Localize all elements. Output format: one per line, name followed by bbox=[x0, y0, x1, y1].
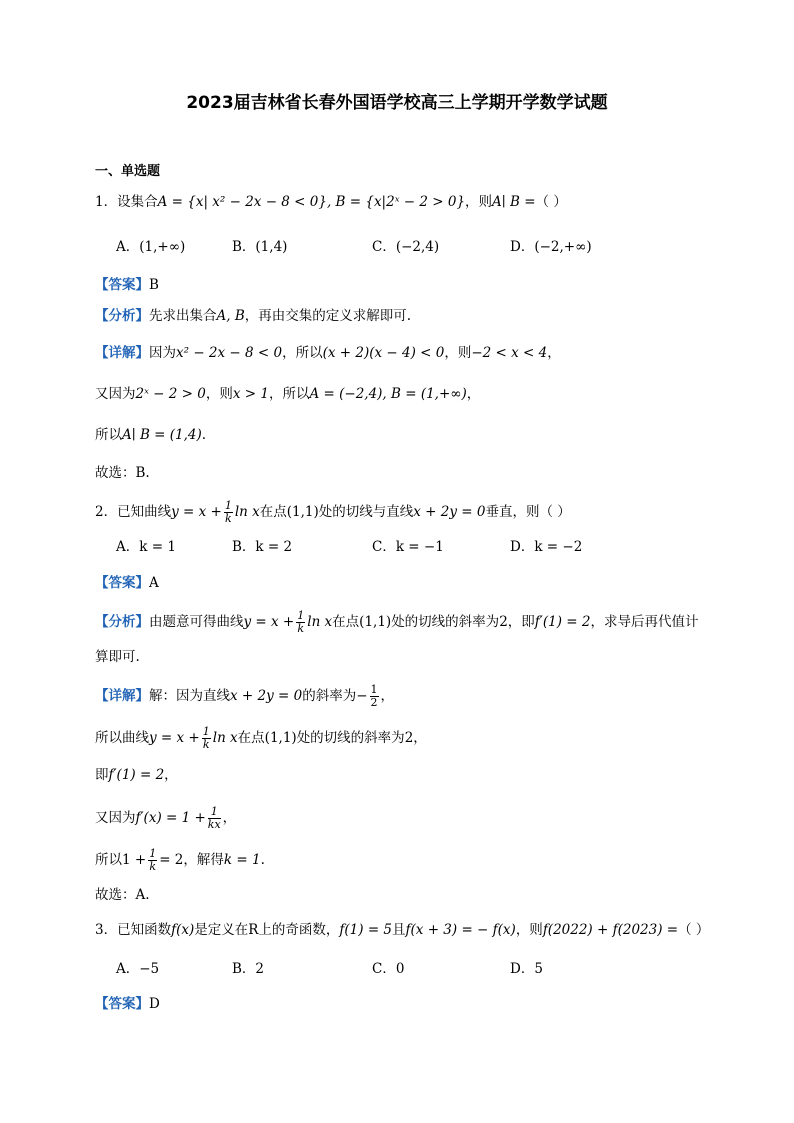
q1-analysis-math: A, B bbox=[216, 308, 245, 324]
q3-stem-math: f(x + 3) = − f(x) bbox=[405, 922, 516, 938]
q3-stem-text: ，则 bbox=[515, 922, 543, 938]
q1-expr: A∣ B = bbox=[492, 194, 536, 210]
q2-detail-math: 1 + bbox=[122, 852, 147, 868]
fraction-denominator: kx bbox=[207, 818, 221, 831]
q2-stem-math: (1,1) bbox=[286, 504, 319, 520]
q1-detail-text: ，则 bbox=[205, 386, 233, 402]
q1-stem-text: ，则 bbox=[465, 194, 493, 210]
q1-detail-line2 bbox=[95, 385, 480, 403]
q2-answer bbox=[95, 574, 159, 592]
q2-detail-text: 所以 bbox=[95, 852, 122, 868]
q3-stem-text: 是定义在 bbox=[194, 922, 249, 938]
q1-detail-text: ， bbox=[466, 386, 481, 402]
q2-detail-text: ，解得 bbox=[183, 852, 224, 868]
q2-detail-text: 所以曲线 bbox=[95, 730, 149, 746]
q2-analysis-math: ln x bbox=[307, 614, 333, 630]
q1-analysis-text: ，再由交集的定义求解即可. bbox=[244, 308, 412, 324]
q2-analysis-math: f′(1) = 2 bbox=[534, 614, 591, 630]
fraction-numerator: 1 bbox=[224, 499, 232, 512]
q2-detail-text: ， bbox=[222, 810, 237, 826]
q2-analysis-line1 bbox=[95, 610, 698, 635]
q2-stem-text: 处的切线与直线 bbox=[318, 504, 414, 520]
q2-stem-text: 垂直，则（ ） bbox=[485, 504, 571, 520]
q3-stem-math: f(1) = 5 bbox=[339, 922, 393, 938]
q1-detail-text: 所以 bbox=[95, 427, 122, 443]
q1-detail-math: (x + 2)(x − 4) < 0 bbox=[322, 345, 445, 361]
answer-tag: 【答案】 bbox=[95, 996, 149, 1012]
q2-stem-text: 2．已知曲线 bbox=[95, 504, 172, 520]
detail-tag: 【详解】 bbox=[95, 345, 149, 361]
q1-detail-line1 bbox=[95, 344, 561, 362]
q3-stem bbox=[95, 921, 709, 939]
q1-detail-math: A = (−2,4), B = (1,+∞) bbox=[309, 386, 467, 402]
fraction-denominator: 2 bbox=[370, 696, 378, 709]
q3-option-b: B．2 bbox=[232, 961, 265, 977]
q3-stem-math: f(2022) + f(2023) = bbox=[542, 922, 679, 938]
answer-tag: 【答案】 bbox=[95, 277, 149, 293]
q2-detail-math: x + 2y = 0 bbox=[230, 688, 303, 704]
q2-detail-math: (1,1) bbox=[264, 730, 297, 746]
q1-detail-math: x > 1 bbox=[232, 386, 269, 402]
q2-detail-math: f′(x) = 1 + bbox=[135, 810, 206, 826]
q2-stem bbox=[95, 500, 571, 525]
q2-stem-math: x + 2y = 0 bbox=[413, 504, 486, 520]
q2-option-a: A．k = 1 bbox=[116, 539, 176, 555]
q3-answer-value: D bbox=[149, 996, 160, 1012]
q3-stem-text: 上的奇函数， bbox=[258, 922, 340, 938]
q3-stem-text: 3．已知函数 bbox=[95, 922, 172, 938]
q2-detail-math: f′(1) = 2 bbox=[108, 767, 165, 783]
q2-detail-fraction bbox=[148, 848, 157, 873]
q2-analysis-math: y = x + bbox=[243, 614, 295, 630]
q2-stem-math: ln x bbox=[234, 504, 260, 520]
q2-detail-line4 bbox=[95, 806, 236, 831]
q1-detail-text: ，则 bbox=[444, 345, 472, 361]
q2-analysis-line2: 算即可. bbox=[95, 649, 140, 665]
q2-answer-value: A bbox=[149, 575, 159, 591]
q2-stem-text: 在点 bbox=[259, 504, 287, 520]
q2-option-c: C．k = −1 bbox=[372, 539, 444, 555]
q2-detail-fraction bbox=[208, 806, 221, 831]
q1-stem-text: 1．设集合 bbox=[95, 194, 158, 210]
q1-detail-math: x² − 2x − 8 < 0 bbox=[176, 345, 283, 361]
fraction-denominator: k bbox=[297, 622, 305, 635]
q2-stem-math: y = x + bbox=[171, 504, 222, 520]
q2-detail-line1 bbox=[95, 684, 394, 709]
q1-conclusion: 故选：B. bbox=[95, 465, 150, 481]
q1-option-a: A．(1,+∞) bbox=[116, 239, 186, 255]
q2-option-b: B．k = 2 bbox=[232, 539, 293, 555]
q1-analysis bbox=[95, 307, 411, 325]
q2-detail-text: 的斜率为 bbox=[302, 688, 357, 704]
q2-detail-math: k = 1 bbox=[223, 852, 261, 868]
q1-detail-text: 又因为 bbox=[95, 386, 136, 402]
q3-stem-text: （ ） bbox=[678, 922, 710, 938]
q2-detail-fraction bbox=[202, 726, 211, 751]
q3-answer bbox=[95, 995, 160, 1013]
analysis-tag: 【分析】 bbox=[95, 308, 149, 324]
q1-detail-text: ，所以 bbox=[268, 386, 310, 402]
q1-detail-text: ， bbox=[547, 345, 561, 361]
q1-sets: A = {x| x² − 2x − 8 < 0}, B = {x|2ˣ − 2 > 0} bbox=[157, 194, 466, 210]
q2-detail-math: ln x bbox=[212, 730, 238, 746]
fraction-numerator: 1 bbox=[208, 806, 221, 819]
q1-analysis-text: 先求出集合 bbox=[149, 308, 217, 324]
q2-detail-text: 即 bbox=[95, 767, 109, 783]
q2-conclusion: 故选：A. bbox=[95, 887, 150, 903]
q3-stem-math: R bbox=[248, 922, 259, 938]
q2-detail-line3 bbox=[95, 766, 178, 784]
fraction-denominator: k bbox=[225, 512, 232, 525]
answer-tag: 【答案】 bbox=[95, 575, 149, 591]
q2-detail-text: . bbox=[260, 852, 265, 868]
q2-detail-text: 解：因为直线 bbox=[149, 688, 230, 704]
q2-detail-math: = 2 bbox=[159, 852, 184, 868]
q1-detail-math: −2 < x < 4 bbox=[471, 345, 548, 361]
fraction-numerator: 1 bbox=[370, 683, 378, 696]
q2-analysis-text: 处的切线的斜率为 bbox=[391, 614, 500, 630]
q2-analysis-text: 在点 bbox=[332, 614, 360, 630]
q2-analysis-text: ，求导后再代值计 bbox=[590, 614, 699, 630]
q1-detail-text: . bbox=[201, 427, 207, 443]
fraction-numerator: 1 bbox=[149, 847, 157, 860]
q1-option-b: B．(1,4) bbox=[232, 239, 288, 255]
q3-option-a: A．−5 bbox=[116, 961, 160, 977]
q1-detail-text: ，所以 bbox=[282, 345, 323, 361]
q1-option-c: C．(−2,4) bbox=[372, 239, 440, 255]
q2-detail-text: 处的切线的斜率为 bbox=[296, 730, 405, 746]
q2-detail-text: ， bbox=[413, 730, 427, 746]
q1-detail-math: A∣ B = (1,4) bbox=[122, 427, 202, 443]
fraction-denominator: k bbox=[202, 738, 210, 751]
q2-detail-text: ， bbox=[164, 767, 178, 783]
q3-option-c: C．0 bbox=[372, 961, 405, 977]
q2-option-d: D．k = −2 bbox=[510, 539, 583, 555]
q2-detail-math: − bbox=[356, 688, 368, 704]
q1-paren: （ ） bbox=[535, 194, 567, 210]
q3-option-d: D．5 bbox=[510, 961, 543, 977]
q2-detail-text: 在点 bbox=[237, 730, 265, 746]
q2-analysis-math: 2 bbox=[499, 614, 508, 630]
q2-analysis-text: 由题意可得曲线 bbox=[149, 614, 244, 630]
q2-detail-math: 2 bbox=[404, 730, 414, 746]
q2-detail-line5 bbox=[95, 848, 265, 873]
q1-answer-value: B bbox=[149, 277, 159, 293]
fraction-numerator: 1 bbox=[297, 609, 305, 622]
fraction-denominator: k bbox=[149, 860, 157, 873]
q1-detail-line3 bbox=[95, 426, 206, 444]
page-title: 2023届吉林省长春外国语学校高三上学期开学数学试题 bbox=[186, 93, 608, 113]
q1-detail-text: 因为 bbox=[149, 345, 176, 361]
q2-stem-fraction bbox=[224, 500, 233, 525]
q1-option-d: D．(−2,+∞) bbox=[510, 239, 592, 255]
detail-tag: 【详解】 bbox=[95, 688, 149, 704]
fraction-numerator: 1 bbox=[202, 725, 210, 738]
q2-analysis-text: ，即 bbox=[507, 614, 535, 630]
q2-detail-fraction bbox=[370, 684, 379, 709]
q1-answer bbox=[95, 276, 159, 294]
q2-detail-text: ， bbox=[380, 688, 395, 704]
q1-stem bbox=[95, 193, 567, 211]
analysis-tag: 【分析】 bbox=[95, 614, 149, 630]
q2-analysis-math: (1,1) bbox=[359, 614, 392, 630]
q2-detail-line2 bbox=[95, 726, 427, 751]
q2-detail-math: y = x + bbox=[149, 730, 200, 746]
q3-stem-text: 且 bbox=[392, 922, 406, 938]
q3-stem-math: f(x) bbox=[171, 922, 195, 938]
section-heading: 一、单选题 bbox=[95, 164, 161, 179]
q2-detail-text: 又因为 bbox=[95, 810, 136, 826]
q1-detail-math: 2ˣ − 2 > 0 bbox=[135, 386, 206, 402]
q2-analysis-fraction bbox=[296, 610, 305, 635]
